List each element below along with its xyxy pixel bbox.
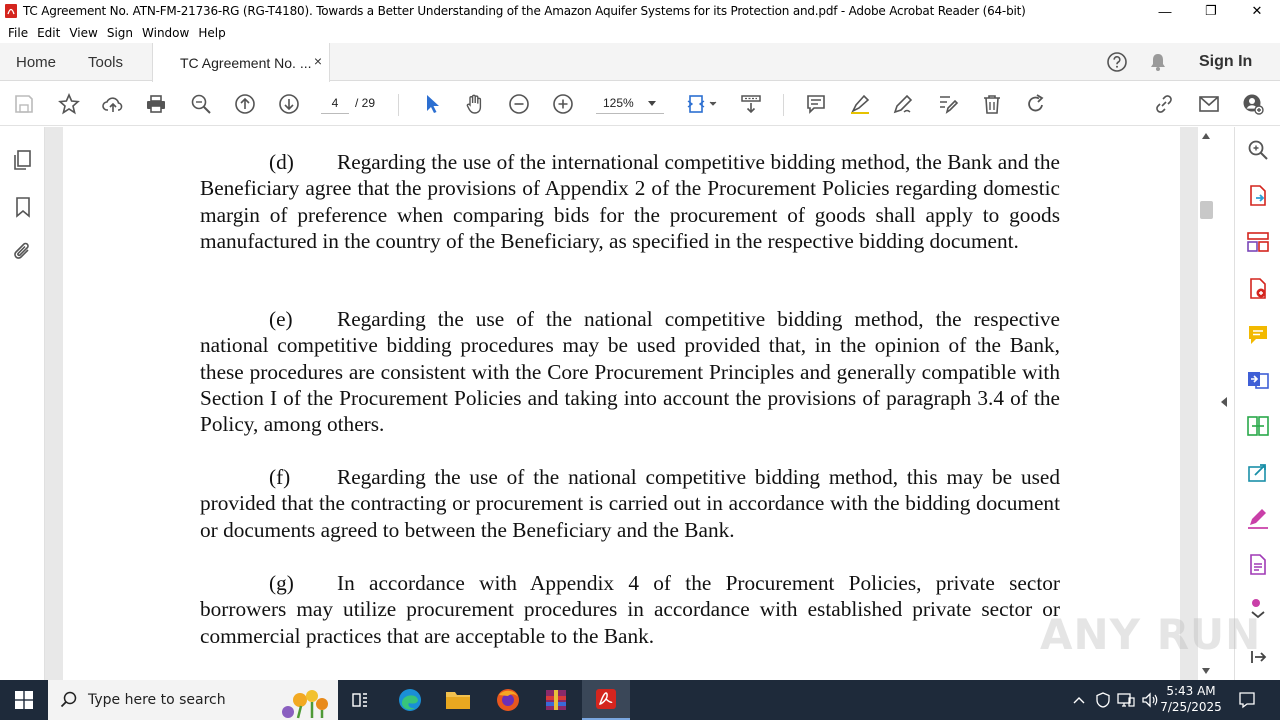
draw-button[interactable] [890, 91, 916, 117]
find-button[interactable] [188, 91, 214, 117]
tab-document[interactable] [152, 43, 330, 82]
comment-icon [805, 93, 827, 115]
taskbar-firefox[interactable] [484, 680, 532, 720]
star-icon [58, 93, 80, 115]
page-thumbnails-button[interactable] [11, 148, 35, 172]
select-tool-button[interactable] [419, 91, 445, 117]
rotate-button[interactable] [1023, 91, 1049, 117]
archive-app-icon [544, 688, 568, 712]
taskbar-edge[interactable] [386, 680, 434, 720]
email-button[interactable] [1196, 91, 1222, 117]
organize-pages-icon [1246, 230, 1270, 254]
compress-tool-button[interactable] [1246, 414, 1270, 438]
zoom-in-button[interactable] [550, 91, 576, 117]
scroll-mode-icon [740, 93, 762, 115]
taskbar-acrobat[interactable] [582, 680, 630, 720]
fill-sign-icon [1246, 507, 1270, 531]
page-total: / 29 [355, 96, 376, 110]
scrolling-mode-button[interactable] [738, 91, 764, 117]
cursor-arrow-icon [421, 93, 443, 115]
tray-network-button[interactable] [1116, 680, 1136, 720]
menu-help[interactable]: Help [198, 25, 226, 40]
attachments-button[interactable] [11, 240, 35, 264]
chevron-up-icon [1073, 696, 1085, 704]
paragraph-label: (d) [269, 150, 294, 174]
toolbar-divider [783, 94, 784, 116]
tab-document-label: TC Agreement No. ... [180, 54, 312, 71]
tab-tools[interactable]: Tools [88, 53, 124, 71]
save-icon [13, 93, 35, 115]
previous-page-button[interactable] [232, 91, 258, 117]
edit-pdf-button[interactable] [935, 91, 961, 117]
paragraph-first-line: Regarding the use of the national competitive bidding method, this may be used [337, 465, 1060, 489]
network-icon [1117, 692, 1135, 708]
share-user-button[interactable] [1240, 91, 1266, 117]
bell-icon [1148, 51, 1168, 73]
watermark: ANY RUN [1040, 610, 1262, 659]
security-shield-icon [1096, 692, 1110, 708]
taskbar-search-box[interactable] [48, 680, 338, 720]
clock-time: 5:43 AM [1166, 684, 1216, 698]
notification-center-icon [1238, 691, 1256, 709]
tray-overflow-button[interactable] [1070, 680, 1088, 720]
acrobat-taskbar-icon [594, 687, 618, 711]
pages-icon [11, 148, 35, 172]
paragraph-body: provided that the contracting or procurement is carried out in accordance with the bidding document or documents agreed to between the Beneficiary and the Bank. [200, 491, 1060, 542]
edge-browser-icon [397, 687, 423, 713]
notifications-button[interactable] [1148, 43, 1168, 81]
combine-files-tool-button[interactable] [1246, 368, 1270, 392]
paragraph-body: and the Beneficiary agree that the provisions of Appendix 2 of the Procurement Policies regarding domestic margin of preference when comparing bids for the procurement of goods shall apply to goods manufactured in the country of the Beneficiary, as specified in the respective bidding document. [200, 150, 1060, 253]
menu-bar [0, 22, 1280, 43]
send-for-review-tool-button[interactable] [1246, 461, 1270, 485]
zoom-level-value: 125% [603, 96, 634, 110]
link-icon [1153, 93, 1175, 115]
zoom-search-icon [190, 93, 212, 115]
export-pdf-tool-button[interactable] [1246, 184, 1270, 208]
paragraph-body: borrowers may utilize procurement procedures in accordance with established private sector or commercial practices that are acceptable to the Bank. [200, 597, 1060, 648]
paragraph-label: (g) [269, 571, 294, 595]
help-button[interactable] [1106, 43, 1128, 81]
upload-cloud-button[interactable] [100, 91, 126, 117]
scroll-down-icon[interactable] [1202, 668, 1210, 674]
rotate-icon [1025, 93, 1047, 115]
tab-close-button[interactable]: × [313, 53, 322, 69]
document-tool-icon [1246, 553, 1270, 577]
printer-icon [145, 93, 167, 115]
edit-document-icon [937, 93, 959, 115]
paragraph-d [200, 149, 1060, 254]
paragraph-first-line: Regarding the use of the international competitive bidding method, the Bank [337, 150, 993, 174]
arrow-down-circle-icon [278, 93, 300, 115]
hand-icon [464, 93, 486, 115]
tray-volume-button[interactable] [1140, 680, 1160, 720]
paragraph-first-line: In accordance with Appendix 4 of the Procurement Policies, private sector [337, 571, 1060, 595]
windows-logo-icon [15, 691, 33, 709]
tray-security-icon-button[interactable] [1094, 680, 1112, 720]
comment-tool-button[interactable] [1246, 323, 1270, 347]
comment-tool-icon [1246, 323, 1270, 347]
start-button[interactable] [0, 680, 48, 720]
paragraph-f [200, 464, 1060, 543]
right-tools-pane [1234, 127, 1280, 680]
fill-sign-tool-button[interactable] [1246, 507, 1270, 531]
compress-pdf-icon [1246, 414, 1270, 438]
window-title: TC Agreement No. ATN-FM-21736-RG (RG-T4180). Towards a Better Understanding of the Amazon Aquifer Systems for its Protection and.pdf - Adobe Acrobat Reader (64-bit) [23, 4, 1026, 18]
pdf-page [63, 127, 1180, 680]
sign-in-button[interactable]: Sign In [1199, 53, 1253, 70]
close-icon: ✕ [1251, 3, 1263, 18]
protect-tool-button[interactable] [1246, 553, 1270, 577]
paragraph-body: national competitive bidding procedures may be used provided that, in the opinion of the Bank, these procedures are consistent with the Core Procurement Principles and generally compatible with Section I of the Procurement Policies and taking into account the provisions of paragraph 3.4 of the Policy, among others. [200, 333, 1060, 437]
menu-view[interactable]: View [69, 25, 98, 40]
tab-home[interactable]: Home [16, 53, 57, 71]
plus-circle-icon [552, 93, 574, 115]
save-button[interactable] [11, 91, 37, 117]
print-button[interactable] [143, 91, 169, 117]
arrow-up-circle-icon [234, 93, 256, 115]
fit-page-icon [687, 93, 717, 115]
minimize-button[interactable] [1142, 0, 1188, 22]
cloud-upload-icon [102, 93, 124, 115]
search-tool-button[interactable] [1246, 138, 1270, 162]
zoom-out-button[interactable] [506, 91, 532, 117]
bookmark-star-button[interactable] [56, 91, 82, 117]
menu-file[interactable]: File [8, 25, 29, 40]
scrollbar-thumb[interactable] [1200, 201, 1213, 219]
taskbar-clock[interactable] [1160, 683, 1222, 715]
search-icon [60, 691, 78, 709]
menu-sign[interactable]: Sign [106, 25, 134, 40]
paragraph-g [200, 570, 1060, 649]
clock-date: 7/25/2025 [1160, 700, 1222, 714]
create-pdf-tool-button[interactable] [1246, 277, 1270, 301]
vertical-scrollbar[interactable] [1198, 127, 1215, 680]
minimize-icon: — [1158, 3, 1172, 19]
combine-files-icon [1246, 368, 1270, 392]
fit-page-button[interactable] [684, 91, 720, 117]
trash-icon [981, 93, 1003, 115]
chevron-down-icon [648, 101, 656, 106]
pen-draw-icon [892, 93, 914, 115]
send-review-icon [1246, 461, 1270, 485]
taskbar-winrar[interactable] [532, 680, 580, 720]
help-icon [1106, 51, 1128, 73]
taskbar-file-explorer[interactable] [434, 680, 482, 720]
left-navigation-pane [0, 127, 45, 680]
restore-button[interactable] [1188, 0, 1234, 22]
menu-edit[interactable]: Edit [37, 25, 61, 40]
share-link-button[interactable] [1151, 91, 1177, 117]
highlight-button[interactable] [847, 91, 873, 117]
paragraph-label: (e) [269, 307, 293, 331]
bookmarks-button[interactable] [11, 195, 35, 219]
folder-icon [445, 689, 471, 711]
next-page-button[interactable] [276, 91, 302, 117]
organize-pages-tool-button[interactable] [1246, 230, 1270, 254]
restore-icon: ❐ [1205, 3, 1217, 18]
tab-bar [0, 43, 1280, 81]
comment-button[interactable] [803, 91, 829, 117]
export-pdf-icon [1246, 184, 1270, 208]
minus-circle-icon [508, 93, 530, 115]
search-icon [1246, 138, 1270, 162]
firefox-icon [495, 687, 521, 713]
speaker-icon [1141, 692, 1159, 708]
flowers-decoration-icon [268, 684, 338, 720]
scroll-up-icon[interactable] [1202, 133, 1210, 139]
search-placeholder: Type here to search [88, 692, 226, 708]
toolbar-divider [398, 94, 399, 116]
hand-tool-button[interactable] [462, 91, 488, 117]
task-view-button[interactable] [336, 680, 384, 720]
user-add-icon [1242, 93, 1264, 115]
title-bar [0, 0, 1280, 22]
bookmark-icon [11, 195, 35, 219]
delete-button[interactable] [979, 91, 1005, 117]
page-number-input[interactable]: 4 [321, 92, 349, 114]
task-view-icon [350, 690, 370, 710]
close-window-button[interactable] [1234, 0, 1280, 22]
main-toolbar [0, 82, 1280, 126]
paragraph-e [200, 306, 1060, 437]
mail-icon [1198, 93, 1220, 115]
paperclip-icon [11, 240, 35, 264]
windows-taskbar [0, 680, 1280, 720]
menu-window[interactable]: Window [142, 25, 190, 40]
acrobat-app-icon [4, 4, 18, 18]
create-pdf-icon [1246, 277, 1270, 301]
collapse-right-pane-icon[interactable] [1221, 397, 1227, 407]
paragraph-label: (f) [269, 465, 291, 489]
highlighter-icon [849, 93, 871, 115]
document-viewer[interactable] [45, 127, 1198, 680]
zoom-level-dropdown[interactable] [596, 92, 664, 114]
paragraph-first-line: Regarding the use of the national competitive bidding method, the respective [337, 307, 1060, 331]
action-center-button[interactable] [1232, 680, 1262, 720]
